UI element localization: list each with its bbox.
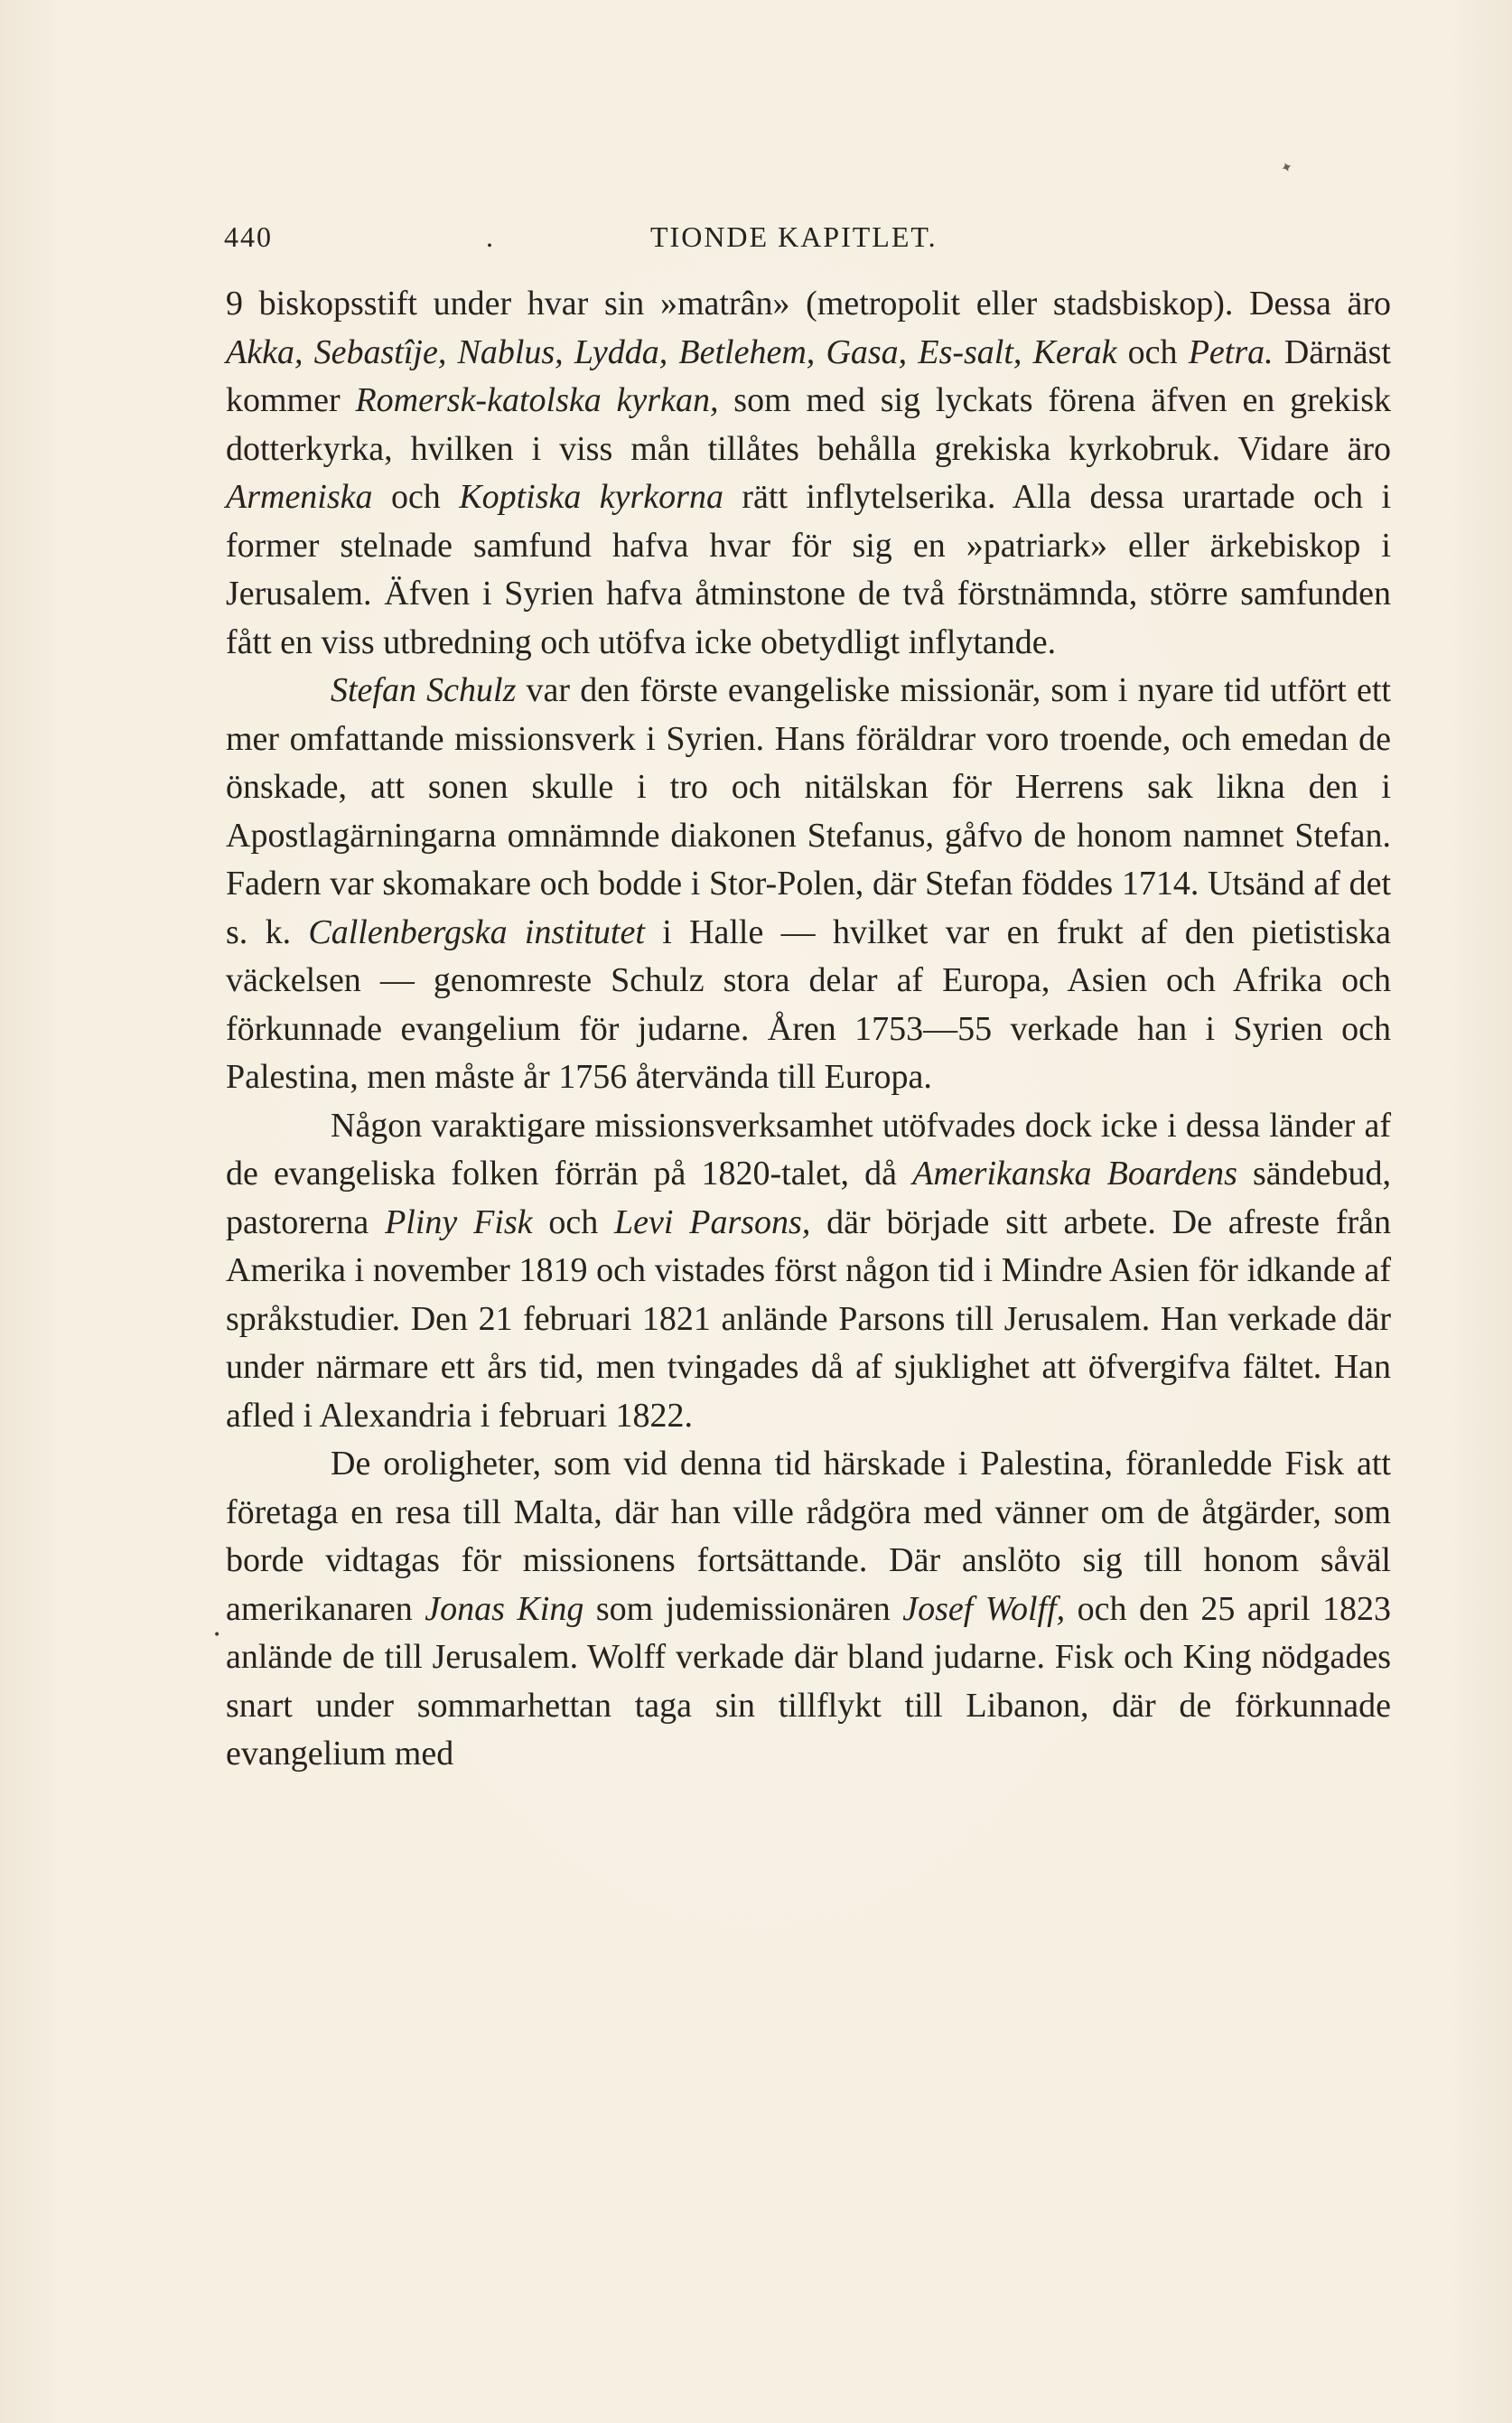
running-head [224,220,1389,260]
italic-name: Levi Parsons, [614,1202,811,1241]
text-run: där började sitt arbete. De afreste från Amerika i november 1819 och vistades först någon tid i Mindre Asien för idkande af språkstudier. Den 21 februari 1821 anlände Parsons till Jerusalem. Han verkade där under närmare ett års tid, men tvingades då af sjuklighet att öfvergifva fältet. Han afled i Alexandria i februari 1822. [226,1202,1391,1435]
text-run: och [532,1202,615,1241]
head-separator: . [486,220,494,253]
body-text [226,280,1391,1779]
text-run: och den 25 april 1823 anlände de till Jerusalem. Wolff verkade där bland judarne. Fisk och King nödgades snart under sommarhettan taga sin tillflykt till Libanon, där de förkunnade evangelium med [226,1589,1392,1773]
paragraph [226,667,1391,1102]
ink-speck: ✦ [1277,157,1296,178]
paragraph [226,1102,1391,1441]
page-number: 440 [224,220,273,253]
italic-name: Akka, Sebastîje, Nablus, Lydda, Betlehem, Gasa, Es-salt, Kerak [226,332,1117,371]
italic-name: Pliny Fisk [385,1202,533,1241]
italic-name: Stefan Schulz [331,671,517,709]
text-run: Därnäst kommer [226,332,1391,419]
italic-name: Callenbergska institutet [308,912,645,951]
text-run: i Halle — hvilket var en frukt af den pietistiska väckelsen — genomreste Schulz stora delar af Europa, Asien och Afrika och förkunnade evangelium för judarne. Åren 1753—55 verkade han i Syrien och Palestina, men måste år 1756 återvända till Europa. [226,912,1392,1096]
text-run: och [1116,332,1189,371]
text-run: rätt inflytelserika. Alla dessa urartade och i former stelnade samfund hafva hvar för sig en »patriark» eller ärkebiskop i Jerusalem. Äfven i Syrien hafva åtminstone de två förstnämnda, större samfunden fått en viss utbredning och utöfva icke obetydligt inflytande. [226,478,1391,661]
italic-name: Koptiska kyrkorna [459,478,723,516]
italic-name: Jonas King [425,1589,584,1628]
text-run: 9 biskopsstift under hvar sin »matrân» (metropolit eller stadsbiskop). Dessa äro [226,285,1391,323]
paragraph [226,280,1391,667]
text-run: och [372,478,460,516]
text-run: som med sig lyckats förena äfven en grekisk dotterkyrka, hvilken i viss mån tillåtes behålla grekiska kyrkobruk. Vidare äro [226,381,1392,468]
text-run: sändebud, pastorerna [226,1155,1391,1241]
italic-name: Armeniska [226,478,373,516]
paragraph [226,1440,1391,1779]
chapter-title: TIONDE KAPITLET. [650,220,938,253]
italic-name: Josef Wolff, [902,1589,1066,1628]
italic-name: Romersk-katolska kyrkan, [355,381,719,419]
text-run: som judemissionären [583,1589,903,1628]
text-run: var den förste evangeliske missionär, som i nyare tid utfört ett mer omfattande missionsverk i Syrien. Hans föräldrar voro troende, och emedan de önskade, att sonen skulle i tro och nitälskan för Herrens sak likna den i Apostlagärningarna omnämnde diakonen Stefanus, gåfvo de honom namnet Stefan. Fadern var skomakare och bodde i Stor-Polen, där Stefan föddes 1714. Utsänd af det s. k. [226,671,1391,951]
text-run: Någon varaktigare missionsverksamhet utöfvades dock icke i dessa länder af de evangeliska folken förrän på 1820-talet, då [226,1106,1391,1193]
italic-name: Petra. [1188,332,1274,371]
margin-mark: • [213,1628,221,1642]
italic-name: Amerikanska Boardens [912,1155,1237,1193]
text-run: De oroligheter, som vid denna tid härskade i Palestina, föranledde Fisk att företaga en resa till Malta, där han ville rådgöra med vänner om de åtgärder, som borde vidtagas för missionens fortsättande. Där anslöto sig till honom såväl amerikanaren [226,1445,1391,1628]
